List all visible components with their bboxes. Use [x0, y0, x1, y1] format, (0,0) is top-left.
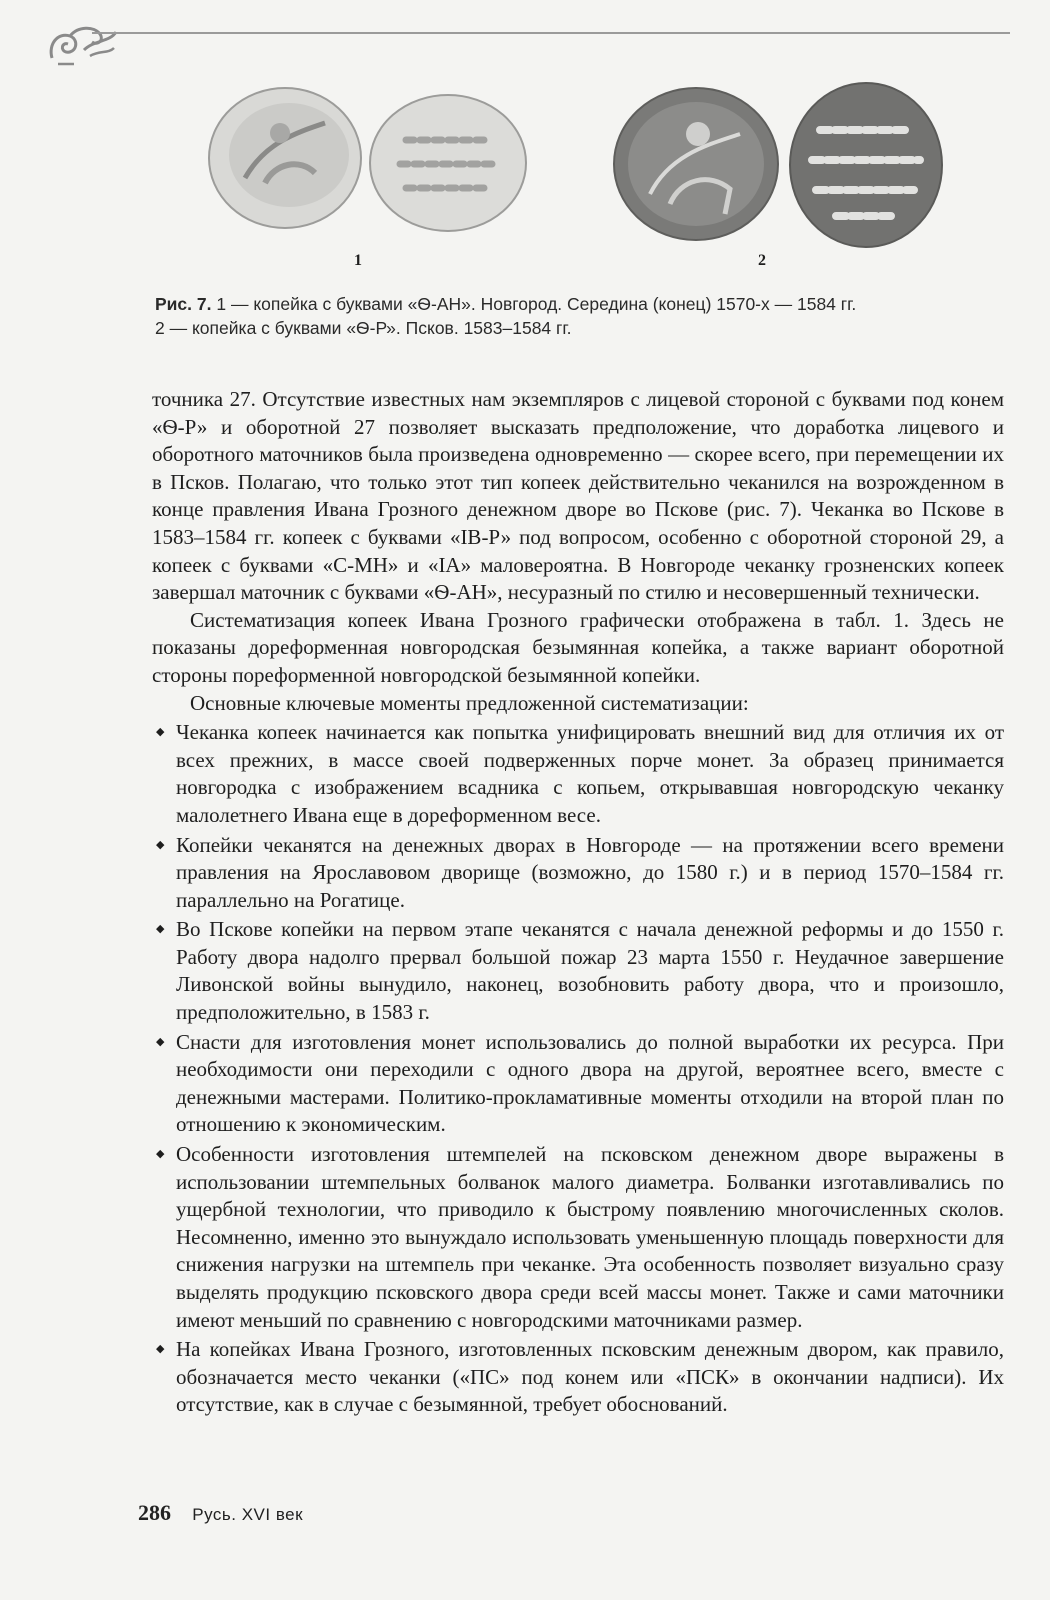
header-rule [92, 32, 1010, 34]
list-item: ◆ Особенности изготовления штемпелей на псковском денежном дворе выражены в использовании штемпельных болванок малого диаметра. Болванки изготавливались по ущербной технологии, что приводило к быстрому появлению многочисленных сколов. Несомненно, именно это вынуждало использовать уменьшенную площадь поверхности для снижения нагрузки на штемпель при чеканке. Эта особенность позволяет визуально сразу выделять продукцию псковского двора среди всей массы монет. Также и сами маточники имеют меньший по сравнению с новгородскими маточниками размер. [152, 1141, 1004, 1334]
key-points-list [152, 719, 1004, 1419]
list-item: ◆ На копейках Ивана Грозного, изготовленных псковским денежным двором, как правило, обозначается место чеканки («ПС» под конем или «ПСК» в окончании надписи). Их отсутствие, как в случае с безымянной, требует обоснований. [152, 1336, 1004, 1419]
coin-1-obverse [205, 83, 365, 233]
running-title: Русь. XVI век [192, 1505, 304, 1524]
caption-line-1 [155, 292, 975, 316]
floral-ornament-icon [44, 20, 122, 70]
list-item: ◆ Чеканка копеек начинается как попытка унифицировать внешний вид для отличия их от всех прежних, в массе своей подверженных порче монет. За образец принимается новгородка с изображением всадника с копьем, открывавшая новгородскую чеканку малолетнего Ивана еще в дореформенном весе. [152, 719, 1004, 829]
list-item: ◆ Копейки чеканятся на денежных дворах в Новгороде — на протяжении всего времени правления на Ярославовом дворище (возможно, до 1580 г.) и в период 1570–1584 гг. параллельно на Рогатице. [152, 832, 1004, 915]
paragraph-2: Систематизация копеек Ивана Грозного графически отображена в табл. 1. Здесь не показаны дореформенная новгородская безымянная копейка, а также вариант оборотной стороны пореформенной новгородской безымянной копейки. [152, 607, 1004, 687]
figure-number-1: 1 [354, 252, 362, 269]
caption-label: Рис. 7. [155, 294, 212, 314]
body-text [152, 386, 1004, 1419]
coin-1-reverse [366, 90, 530, 236]
figure-number-2: 2 [758, 252, 766, 269]
list-item: ◆ Снасти для изготовления монет использовались до полной выработки их ресурса. При необходимости они переходили с одного двора на другой, вероятнее всего, вместе с денежными мастерами. Политико-прокламативные моменты отходили на второй план по отношению к экономическим. [152, 1029, 1004, 1139]
caption-text-2: 2 — копейка с буквами «Ѳ-Р». Псков. 1583–1584 гг. [155, 318, 572, 338]
list-item: ◆ Во Пскове копейки на первом этапе чеканятся с начала денежной реформы и до 1550 г. Работу двора надолго прервал большой пожар 23 марта 1550 г. Неудачное завершение Ливонской войны вынудило, наконец, возобновить работу двора, что и произошло, предположительно, в 1583 г. [152, 916, 1004, 1026]
paragraph-1: точника 27. Отсутствие известных нам экземпляров с лицевой стороной с буквами под конем «Ѳ-Р» и оборотной 27 позволяет высказать предположение, что доработка лицевого и оборотного маточников была произведена одновременно — скорее всего, при перемещении их в Псков. Полагаю, что только этот тип копеек действительно чеканился на возрожденном в конце правления Ивана Грозного денежном дворе во Пскове (рис. 7). Чеканка во Пскове в 1583–1584 гг. копеек с буквами «IВ-Р» под вопросом, особенно с оборотной стороной 29, а копеек с буквами «С-МН» и «ІА» маловероятна. В Новгороде чеканку грозненских копеек завершал маточник с буквами «Ѳ-АН», несуразный по стилю и несовершенный технически. [152, 387, 1004, 605]
coin-figure [0, 80, 1050, 280]
figure-caption [155, 292, 975, 340]
page-footer [138, 1500, 303, 1526]
caption-text-1: 1 — копейка с буквами «Ѳ-АН». Новгород. Середина (конец) 1570-х — 1584 гг. [216, 294, 857, 314]
paragraph-3: Основные ключевые моменты предложенной систематизации: [190, 690, 749, 715]
coin-2-reverse [786, 80, 946, 250]
coin-2-obverse [610, 84, 782, 244]
page-number: 286 [138, 1500, 171, 1525]
